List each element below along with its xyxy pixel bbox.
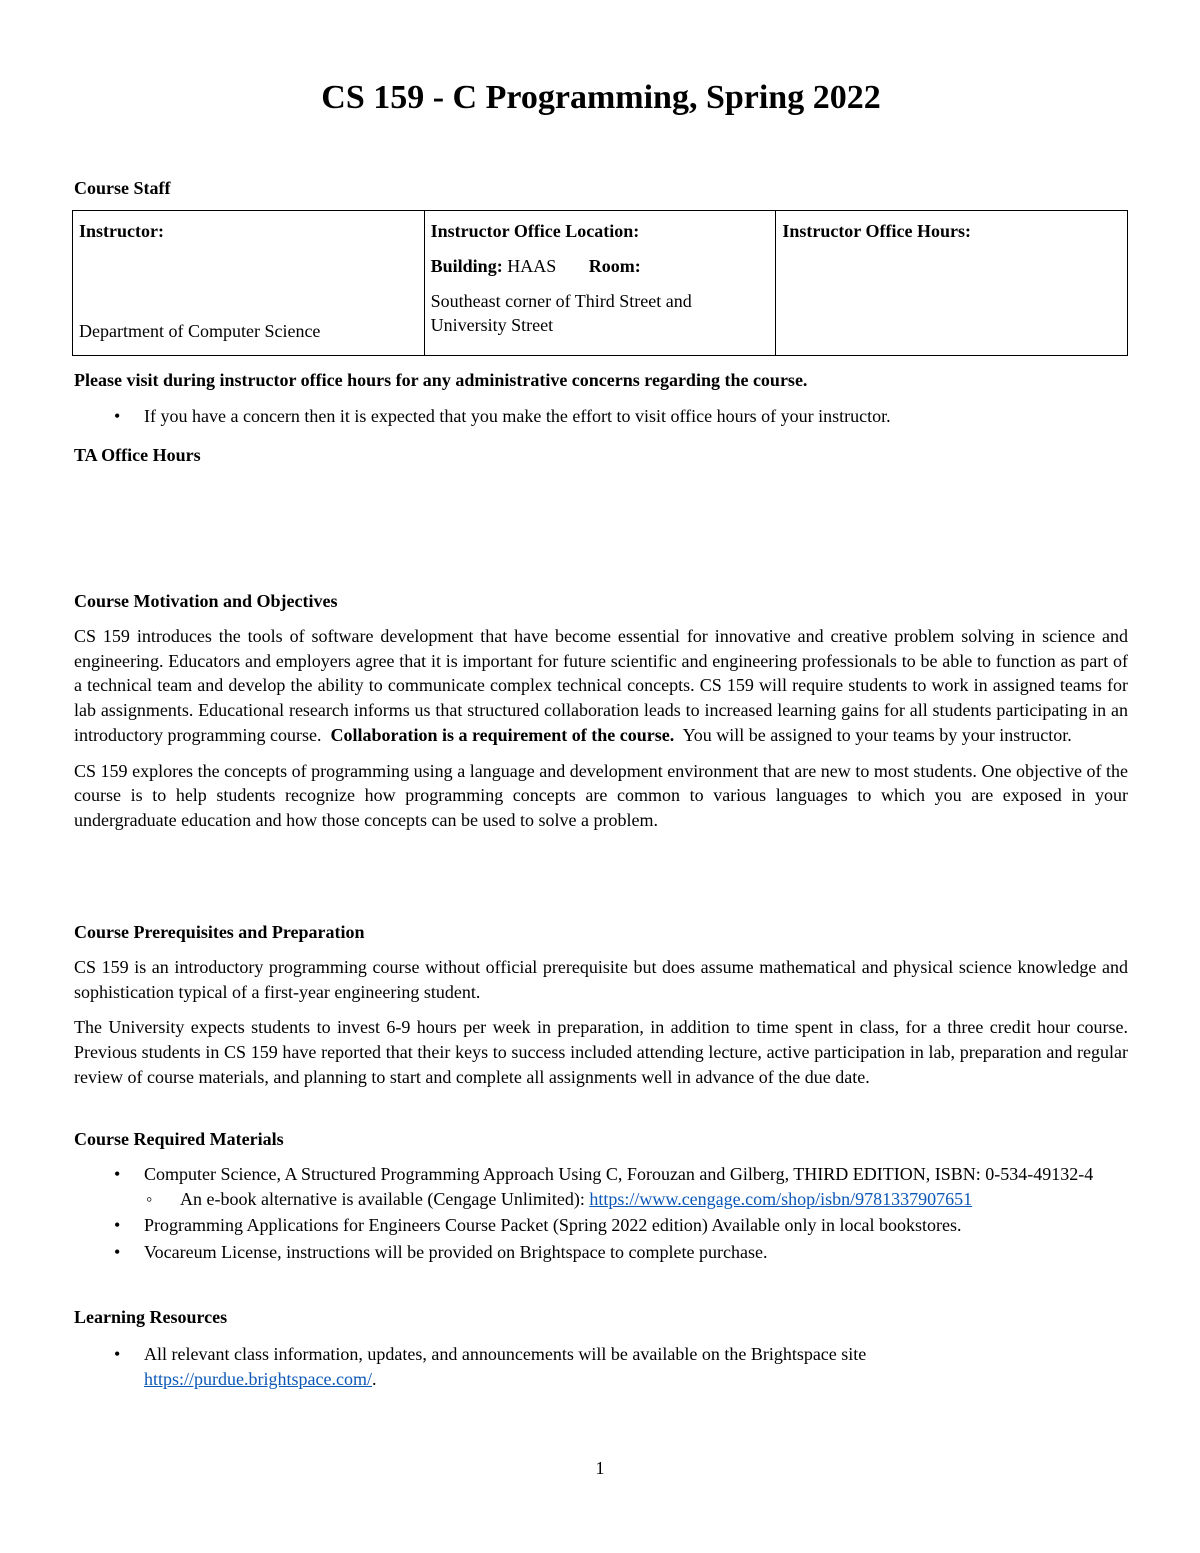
- office-location-label: Instructor Office Location:: [430, 221, 640, 241]
- motivation-p1-text: CS 159 introduces the tools of software development that have become essential for innovative and creative problem solving in science and engineering. Educators and employers agree that it is important for future scientific and engineering professionals to be able to function as part of a technical team and develop the ability to communicate complex technical concepts. CS 159 will require students to work in assigned teams for lab assignments. Educational research informs us that structured collaboration leads to increased learning gains for all students participating in an introductory programming course.: [74, 626, 1128, 745]
- building-line: [431, 254, 770, 278]
- brightspace-link[interactable]: https://purdue.brightspace.com/: [144, 1368, 372, 1389]
- admin-notice-text: Please visit during instructor office hours for any administrative concerns regarding the course.: [74, 370, 808, 390]
- motivation-paragraph-1: [74, 624, 1128, 748]
- office-location-cell: [424, 211, 776, 356]
- course-staff-heading: Course Staff: [74, 178, 171, 198]
- prerequisites-paragraph-2: The University expects students to invest 6-9 hours per week in preparation, in addition to time spent in class, for a three credit hour course. Previous students in CS 159 have reported that their keys to success included attending lecture, active participation in lab, preparation and regular review of course materials, and planning to start and complete all assignments well in advance of the due date.: [74, 1017, 1128, 1087]
- list-item: • If you have a concern then it is expected that you make the effort to visit office hours of your instructor.: [74, 404, 1128, 429]
- ebook-text: An e-book alternative is available (Cengage Unlimited):: [180, 1188, 585, 1209]
- list-item: • Vocareum License, instructions will be provided on Brightspace to complete purchase.: [74, 1240, 1128, 1265]
- motivation-heading: Course Motivation and Objectives: [74, 591, 338, 611]
- list-item: • Programming Applications for Engineers Course Packet (Spring 2022 edition) Available only in local bookstores.: [74, 1213, 1128, 1238]
- page-title: CS 159 - C Programming, Spring 2022: [321, 79, 881, 116]
- collaboration-requirement: Collaboration is a requirement of the course.: [330, 724, 675, 745]
- building-value: HAAS: [507, 256, 557, 276]
- materials-section: [74, 1127, 1128, 1265]
- prerequisites-paragraph-1: CS 159 is an introductory programming course without official prerequisite but does assume mathematical and physical science knowledge and sophistication typical of a first-year engineering student.: [74, 957, 1128, 1002]
- motivation-p1-end: You will be assigned to your teams by your instructor.: [682, 724, 1072, 745]
- department-name: Department of Computer Science: [79, 321, 321, 341]
- brightspace-link-period: .: [371, 1368, 377, 1389]
- ta-office-hours-heading: TA Office Hours: [74, 445, 201, 465]
- admin-notice: [74, 368, 1128, 429]
- learning-resources-heading: Learning Resources: [74, 1307, 228, 1327]
- course-staff-table: [72, 210, 1128, 356]
- office-hours-cell: [776, 211, 1128, 356]
- building-label: Building:: [430, 256, 503, 276]
- instructor-cell: [73, 211, 425, 356]
- learning-resources-section: [74, 1305, 1128, 1391]
- brightspace-text: All relevant class information, updates, and announcements will be available on the Brightspace site: [144, 1344, 867, 1364]
- instructor-label: Instructor:: [79, 221, 164, 241]
- office-address: Southeast corner of Third Street and University Street: [430, 291, 692, 335]
- room-label: Room:: [588, 256, 641, 276]
- prerequisites-section: [74, 920, 1128, 1090]
- list-item: [74, 1342, 1128, 1391]
- prerequisites-heading: Course Prerequisites and Preparation: [74, 922, 365, 942]
- office-hours-label: Instructor Office Hours:: [782, 221, 971, 241]
- motivation-section: [74, 589, 1128, 833]
- textbook-item: Computer Science, A Structured Programming Approach Using C, Forouzan and Gilberg, THIRD EDITION, ISBN: 0-534-49132-4: [144, 1164, 1094, 1184]
- list-item: [74, 1162, 1128, 1211]
- motivation-paragraph-2: CS 159 explores the concepts of programming using a language and development environment that are new to most students. One objective of the course is to help students recognize how programming concepts are common to various languages to which you are exposed in your undergraduate education and how those concepts can be used to solve a problem.: [74, 760, 1128, 830]
- page-number: 1: [595, 1458, 605, 1478]
- cengage-link[interactable]: https://www.cengage.com/shop/isbn/9781337907651: [589, 1188, 973, 1209]
- list-item: [74, 1187, 1128, 1212]
- materials-heading: Course Required Materials: [74, 1129, 284, 1149]
